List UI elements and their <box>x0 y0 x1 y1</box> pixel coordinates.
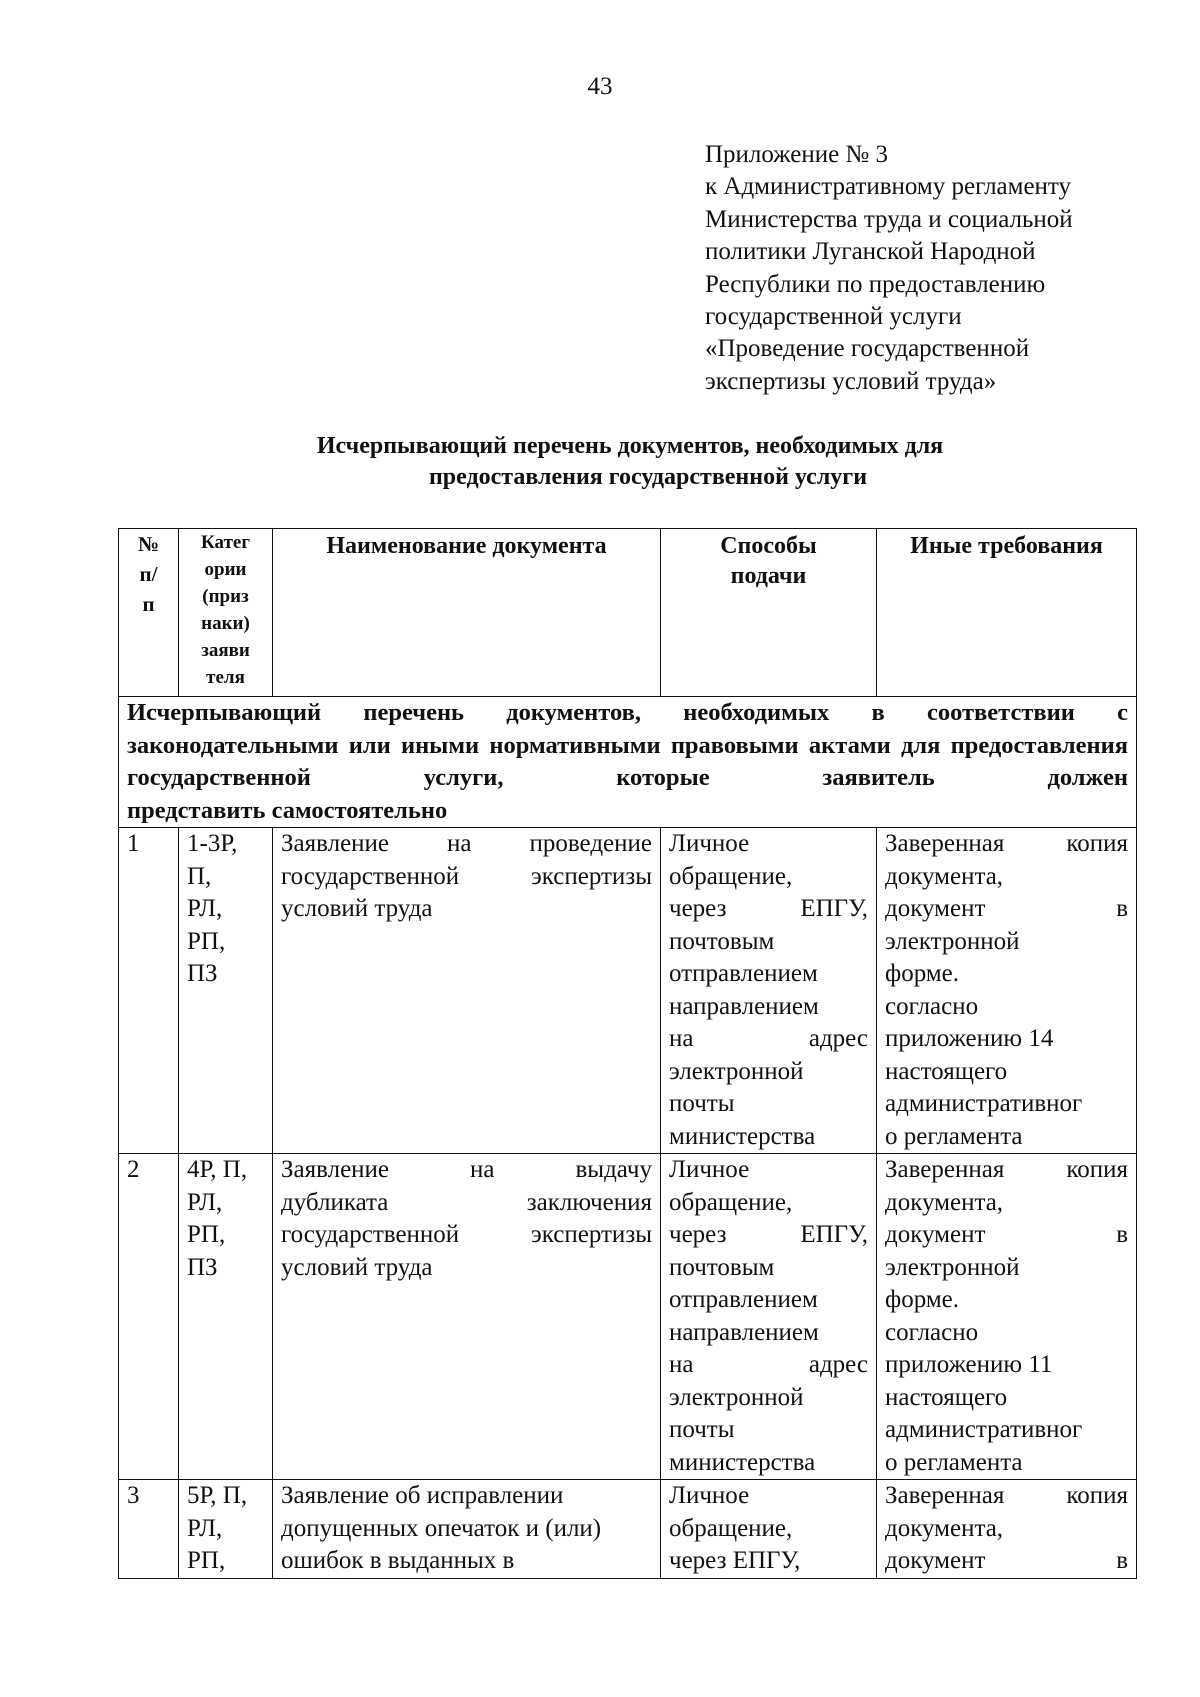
other-requirement-line: согласно <box>885 1318 979 1346</box>
category-line: РЛ, <box>187 1514 223 1542</box>
other-requirement-line: документа, <box>885 862 1004 890</box>
submission-method-line: Личное <box>669 1156 750 1183</box>
document-name-cell <box>273 1154 661 1480</box>
document-name-line: государственной экспертизы <box>281 862 652 890</box>
document-name-cell <box>273 828 661 1154</box>
other-requirement-line: электронной <box>885 1253 1020 1281</box>
other-requirements-cell <box>877 828 1137 1154</box>
row-number-cell: 2 <box>119 1154 179 1480</box>
page-number: 43 <box>587 73 613 100</box>
other-requirement-line: электронной <box>885 927 1020 955</box>
table-row <box>119 1154 1137 1480</box>
document-name-line: дубликата заключения <box>281 1188 652 1216</box>
other-requirement-line: приложению 11 <box>885 1351 1053 1378</box>
submission-method-line: министерства <box>669 1448 816 1476</box>
annex-line: государственной услуги <box>705 303 962 331</box>
document-name-line: Заявление на проведение <box>281 830 652 857</box>
other-requirement-line: приложению 14 <box>885 1025 1054 1052</box>
submission-method-line: отправлением <box>669 960 818 987</box>
section-row <box>119 697 1137 828</box>
other-requirement-line: документ в <box>885 1547 1128 1574</box>
annex-line: «Проведение государственной <box>705 335 1030 363</box>
category-line: 4Р, П, <box>187 1156 248 1183</box>
document-name-line: Заявление на выдачу <box>281 1156 652 1183</box>
annex-line: Республики по предоставлению <box>705 270 1046 298</box>
document-name-line: допущенных опечаток и (или) <box>281 1514 602 1542</box>
submission-methods-cell <box>661 828 877 1154</box>
section-text: Исчерпывающий перечень документов, необходимых в соответствии с законодательными или иными нормативными правовыми актами для предоставления государственной услуги, которые заявитель должен <box>127 699 1128 791</box>
other-requirements-cell <box>877 1154 1137 1480</box>
annex-line: экспертизы условий труда» <box>705 367 997 395</box>
title-line: Исчерпывающий перечень документов, необходимых для <box>316 433 944 459</box>
submission-method-line: обращение, <box>669 1514 793 1542</box>
submission-method-line: отправлением <box>669 1286 818 1313</box>
category-cell <box>179 1480 273 1579</box>
category-line: РЛ, <box>187 1188 223 1216</box>
submission-method-line: почты <box>669 1090 735 1117</box>
document-name-line: Заявление об исправлении <box>281 1482 564 1509</box>
submission-method-line: направлением <box>669 1318 819 1346</box>
other-requirement-line: административног <box>885 1090 1083 1117</box>
document-name-line: государственной экспертизы <box>281 1221 652 1248</box>
document-name-line: условий труда <box>281 1253 433 1281</box>
submission-method-line: почтовым <box>669 1253 775 1281</box>
submission-method-line: через ЕПГУ, <box>669 1547 801 1574</box>
category-line: 5Р, П, <box>187 1482 248 1509</box>
other-requirement-line: согласно <box>885 992 979 1020</box>
title-line: предоставления государственной услуги <box>428 464 868 490</box>
other-requirement-line: документ в <box>885 895 1128 922</box>
submission-method-line: обращение, <box>669 1188 793 1216</box>
other-requirement-line: Заверенная копия <box>885 1482 1128 1509</box>
other-requirement-line: форме. <box>885 1286 959 1313</box>
other-requirement-line: административног <box>885 1416 1083 1443</box>
category-line: ПЗ <box>187 960 218 987</box>
other-requirement-line: документа, <box>885 1188 1004 1216</box>
table-row <box>119 828 1137 1154</box>
documents-table <box>118 528 1137 1579</box>
submission-method-line: электронной <box>669 1383 804 1411</box>
annex-line: Приложение № 3 <box>705 141 889 168</box>
category-line: РП, <box>187 927 226 955</box>
submission-methods-cell <box>661 1154 877 1480</box>
other-requirement-line: настоящего <box>885 1383 1008 1411</box>
section-heading <box>119 697 1137 828</box>
other-requirement-line: документа, <box>885 1514 1004 1542</box>
submission-method-line: министерства <box>669 1122 816 1150</box>
other-requirement-line: форме. <box>885 960 959 987</box>
table-row <box>119 1480 1137 1579</box>
submission-method-line: на адрес <box>669 1025 868 1052</box>
submission-method-line: через ЕПГУ, <box>669 1221 868 1248</box>
category-cell <box>179 828 273 1154</box>
other-requirements-cell <box>877 1480 1137 1579</box>
submission-methods-cell <box>661 1480 877 1579</box>
submission-method-line: через ЕПГУ, <box>669 895 868 922</box>
submission-method-line: почтовым <box>669 927 775 955</box>
header-category: Катег ории (приз наки) заяви теля <box>179 529 273 697</box>
category-line: ПЗ <box>187 1253 218 1281</box>
submission-method-line: Личное <box>669 1482 750 1509</box>
other-requirement-line: о регламента <box>885 1122 1023 1150</box>
category-line: РП, <box>187 1547 226 1574</box>
annex-line: политики Луганской Народной <box>705 238 1036 266</box>
submission-method-line: обращение, <box>669 862 793 890</box>
header-document-name: Наименование документа <box>273 529 661 697</box>
submission-method-line: Личное <box>669 830 750 857</box>
row-number-cell: 1 <box>119 828 179 1154</box>
category-line: 1-3Р, <box>187 830 238 857</box>
category-cell <box>179 1154 273 1480</box>
submission-method-line: почты <box>669 1416 735 1443</box>
header-other-requirements: Иные требования <box>877 529 1137 697</box>
document-name-line: условий труда <box>281 895 433 922</box>
document-name-line: ошибок в выданных в <box>281 1547 515 1574</box>
header-submission-methods: Способы подачи <box>661 529 877 697</box>
category-line: РЛ, <box>187 895 223 922</box>
other-requirement-line: Заверенная копия <box>885 830 1128 857</box>
submission-method-line: направлением <box>669 992 819 1020</box>
other-requirement-line: настоящего <box>885 1057 1008 1085</box>
category-line: РП, <box>187 1221 226 1248</box>
annex-reference <box>705 139 1175 398</box>
header-number: № п/ п <box>119 529 179 697</box>
annex-line: Министерства труда и социальной <box>705 205 1073 233</box>
table-header-row <box>119 529 1137 697</box>
other-requirement-line: о регламента <box>885 1448 1023 1476</box>
category-line: П, <box>187 862 212 890</box>
other-requirement-line: Заверенная копия <box>885 1156 1128 1183</box>
submission-method-line: электронной <box>669 1057 804 1085</box>
document-name-cell <box>273 1480 661 1579</box>
submission-method-line: на адрес <box>669 1351 868 1378</box>
annex-line: к Административному регламенту <box>705 173 1072 201</box>
row-number-cell: 3 <box>119 1480 179 1579</box>
section-text-last-line: представить самостоятельно <box>127 796 448 824</box>
document-title <box>120 431 1140 493</box>
other-requirement-line: документ в <box>885 1221 1128 1248</box>
